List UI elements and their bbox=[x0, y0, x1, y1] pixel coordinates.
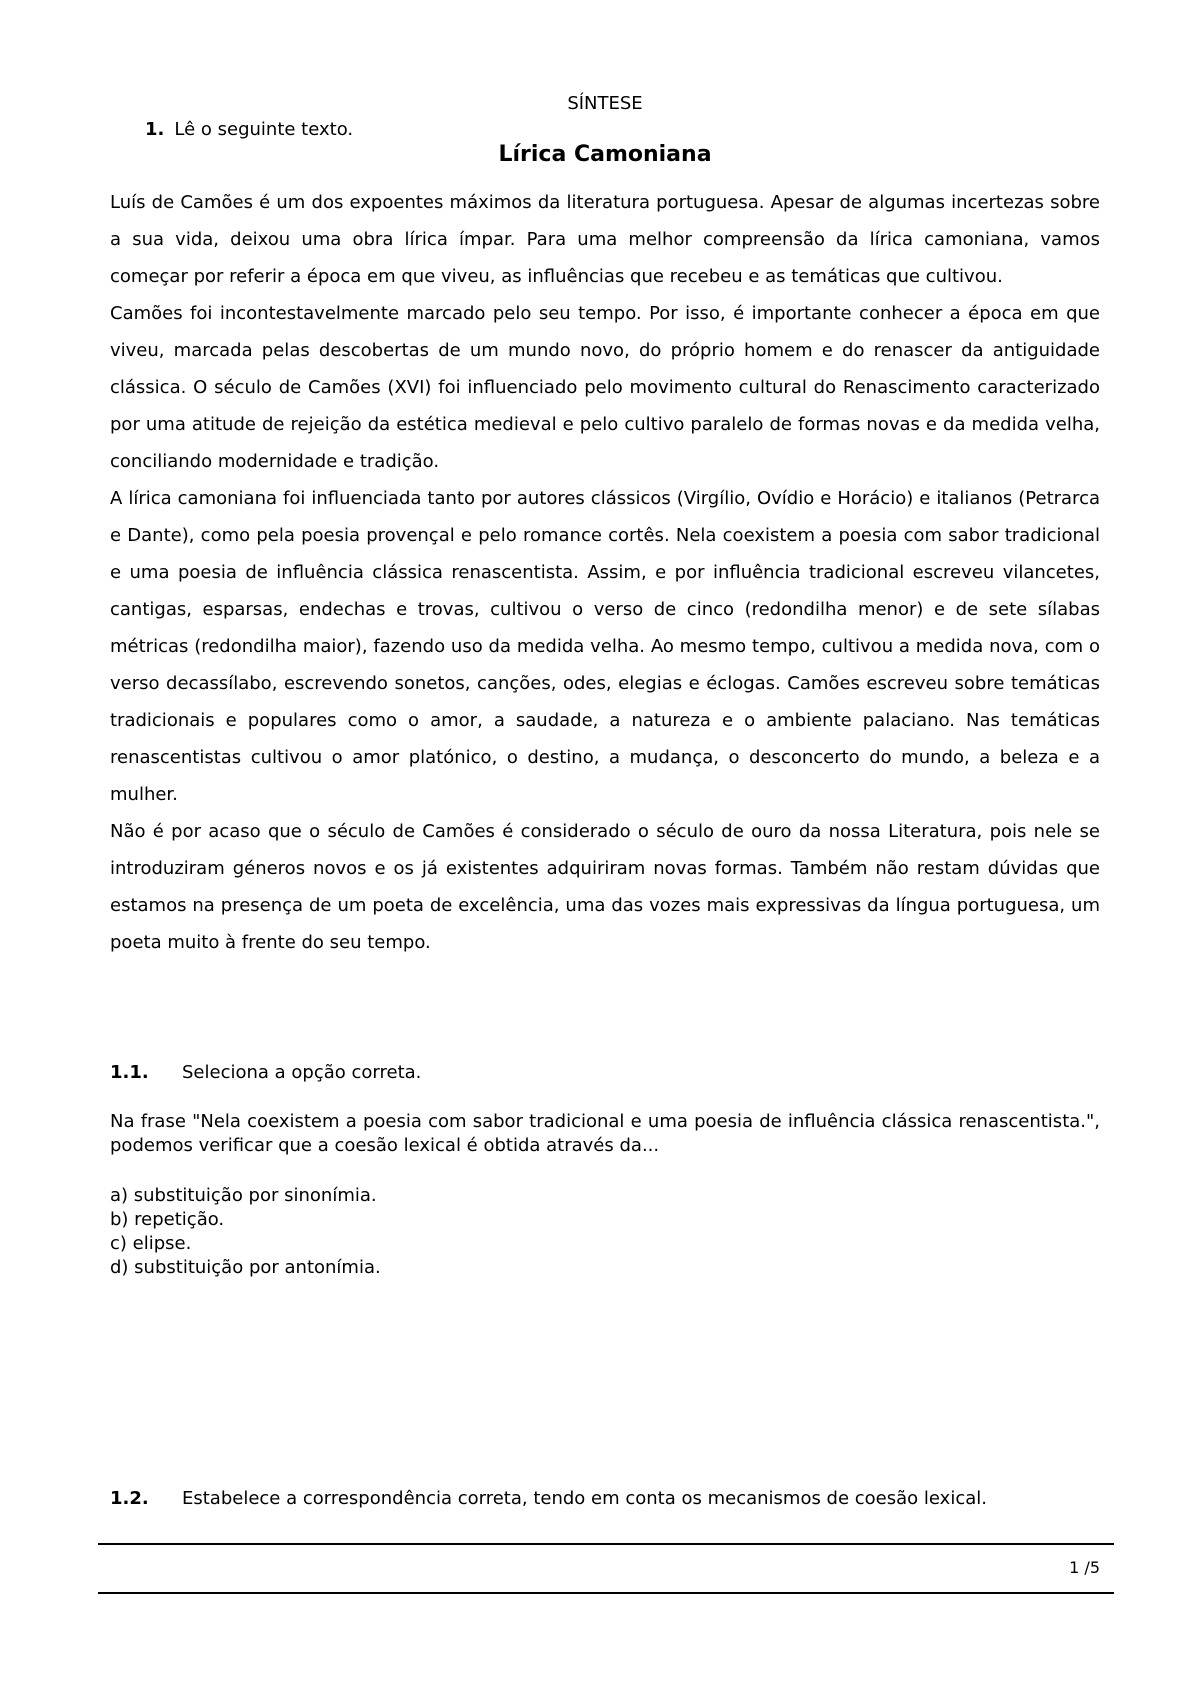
question-number: 1.1. bbox=[110, 1062, 149, 1083]
question-instruction: Estabelece a correspondência correta, tendo em conta os mecanismos de coesão lexical. bbox=[182, 1488, 987, 1509]
page-number: 1 /5 bbox=[1069, 1558, 1100, 1577]
option-c[interactable]: c) elipse. bbox=[110, 1233, 192, 1254]
paragraph: Camões foi incontestavelmente marcado pelo seu tempo. Por isso, é importante conhecer a época em que viveu, marcada pelas descobertas de um mundo novo, do próprio homem e do renascer da antiguidade clássica. O século de Camões (XVI) foi influenciado pelo movimento cultural do Renascimento caracterizado por uma atitude de rejeição da estética medieval e pelo cultivo paralelo de formas novas e da medida velha, conciliando modernidade e tradição. bbox=[110, 303, 1100, 472]
section-title: SÍNTESE bbox=[567, 93, 643, 114]
reading-text bbox=[110, 184, 1100, 961]
question-1 bbox=[145, 119, 353, 141]
question-1-2 bbox=[110, 1488, 987, 1510]
footer-divider-top bbox=[98, 1543, 1114, 1545]
footer-divider-bottom bbox=[98, 1592, 1114, 1594]
question-number: 1. bbox=[145, 119, 165, 140]
question-1-1 bbox=[110, 1062, 421, 1084]
question-instruction: Lê o seguinte texto. bbox=[174, 119, 354, 140]
option-d[interactable]: d) substituição por antonímia. bbox=[110, 1257, 381, 1278]
question-prompt: Na frase "Nela coexistem a poesia com sabor tradicional e uma poesia de influência clássica renascentista.", podemos verificar que a coesão lexical é obtida através da... bbox=[110, 1111, 1100, 1156]
question-instruction: Seleciona a opção correta. bbox=[182, 1062, 422, 1083]
text-title: Lírica Camoniana bbox=[498, 142, 712, 167]
answer-options bbox=[110, 1184, 381, 1280]
option-a[interactable]: a) substituição por sinonímia. bbox=[110, 1185, 377, 1206]
paragraph: Não é por acaso que o século de Camões é considerado o século de ouro da nossa Literatura, pois nele se introduziram géneros novos e os já existentes adquiriram novas formas. Também não restam dúvidas que estamos na presença de um poeta de excelência, uma das vozes mais expressivas da língua portuguesa, um poeta muito à frente do seu tempo. bbox=[110, 821, 1100, 953]
paragraph: A lírica camoniana foi influenciada tanto por autores clássicos (Virgílio, Ovídio e Horácio) e italianos (Petrarca e Dante), como pela poesia provençal e pelo romance cortês. Nela coexistem a poesia com sabor tradicional e uma poesia de influência clássica renascentista. Assim, e por influência tradicional escreveu vilancetes, cantigas, esparsas, endechas e trovas, cultivou o verso de cinco (redondilha menor) e de sete sílabas métricas (redondilha maior), fazendo uso da medida velha. Ao mesmo tempo, cultivou a medida nova, com o verso decassílabo, escrevendo sonetos, canções, odes, elegias e éclogas. Camões escreveu sobre temáticas tradicionais e populares como o amor, a saudade, a natureza e o ambiente palaciano. Nas temáticas renascentistas cultivou o amor platónico, o destino, a mudança, o desconcerto do mundo, a beleza e a mulher. bbox=[110, 488, 1100, 805]
paragraph: Luís de Camões é um dos expoentes máximos da literatura portuguesa. Apesar de algumas incertezas sobre a sua vida, deixou uma obra lírica ímpar. Para uma melhor compreensão da lírica camoniana, vamos começar por referir a época em que viveu, as influências que recebeu e as temáticas que cultivou. bbox=[110, 192, 1100, 287]
option-b[interactable]: b) repetição. bbox=[110, 1209, 225, 1230]
question-number: 1.2. bbox=[110, 1488, 149, 1509]
